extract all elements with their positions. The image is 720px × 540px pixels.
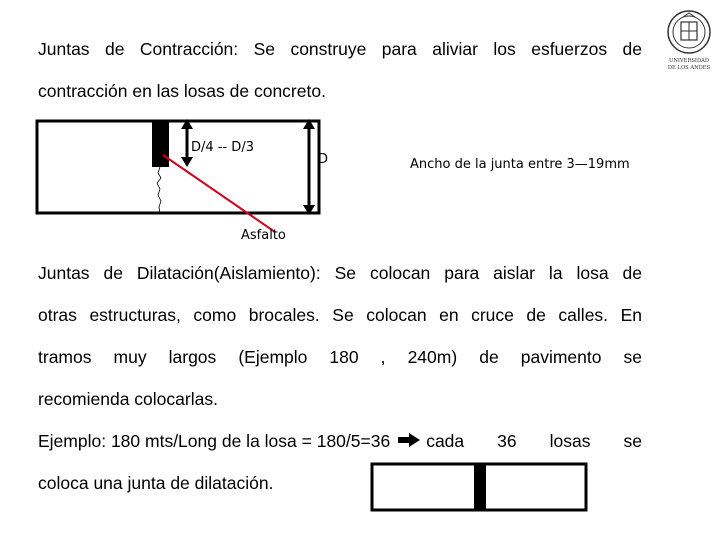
example-line-2: coloca una junta de dilatación.: [38, 473, 274, 493]
joint-width-label: Ancho de la junta entre 3—19mm: [410, 157, 630, 172]
example-text-part1: Ejemplo: 180 mts/Long de la losa = 180/5=36: [38, 431, 391, 451]
joint-cut: [152, 121, 169, 167]
svg-text:DE LOS ANDES: DE LOS ANDES: [667, 65, 711, 71]
expansion-joint-diagram: [370, 462, 588, 512]
contraction-joint-diagram: [30, 115, 330, 245]
asfalto-label: Asfalto: [241, 228, 286, 243]
contraction-joint-line-1: Juntas de Contracción: Se construye para aliviar los esfuerzos de: [38, 39, 642, 59]
expansion-joint-line-2: otras estructuras, como brocales. Se colocan en cruce de calles. En: [38, 305, 642, 325]
example-line-1: [38, 420, 642, 462]
depth-label: D/4 -- D/3: [191, 140, 254, 155]
expansion-joint: [474, 464, 486, 510]
svg-text:UNIVERSIDAD: UNIVERSIDAD: [668, 58, 710, 64]
concrete-slab: [37, 121, 319, 213]
expansion-joint-line-1: Juntas de Dilatación(Aislamiento): Se colocan para aislar la losa de: [38, 263, 642, 283]
contraction-joint-line-2: contracción en las losas de concreto.: [38, 81, 326, 101]
d-label: D: [318, 152, 329, 167]
expansion-joint-line-3: tramos muy largos (Ejemplo 180 , 240m) de pavimento se: [38, 347, 642, 367]
university-logo: [664, 8, 714, 72]
expansion-joint-line-4: recomienda colocarlas.: [38, 389, 218, 409]
arrow-right-icon: [398, 420, 420, 462]
example-text-part2: cada 36 losas se: [426, 431, 642, 451]
